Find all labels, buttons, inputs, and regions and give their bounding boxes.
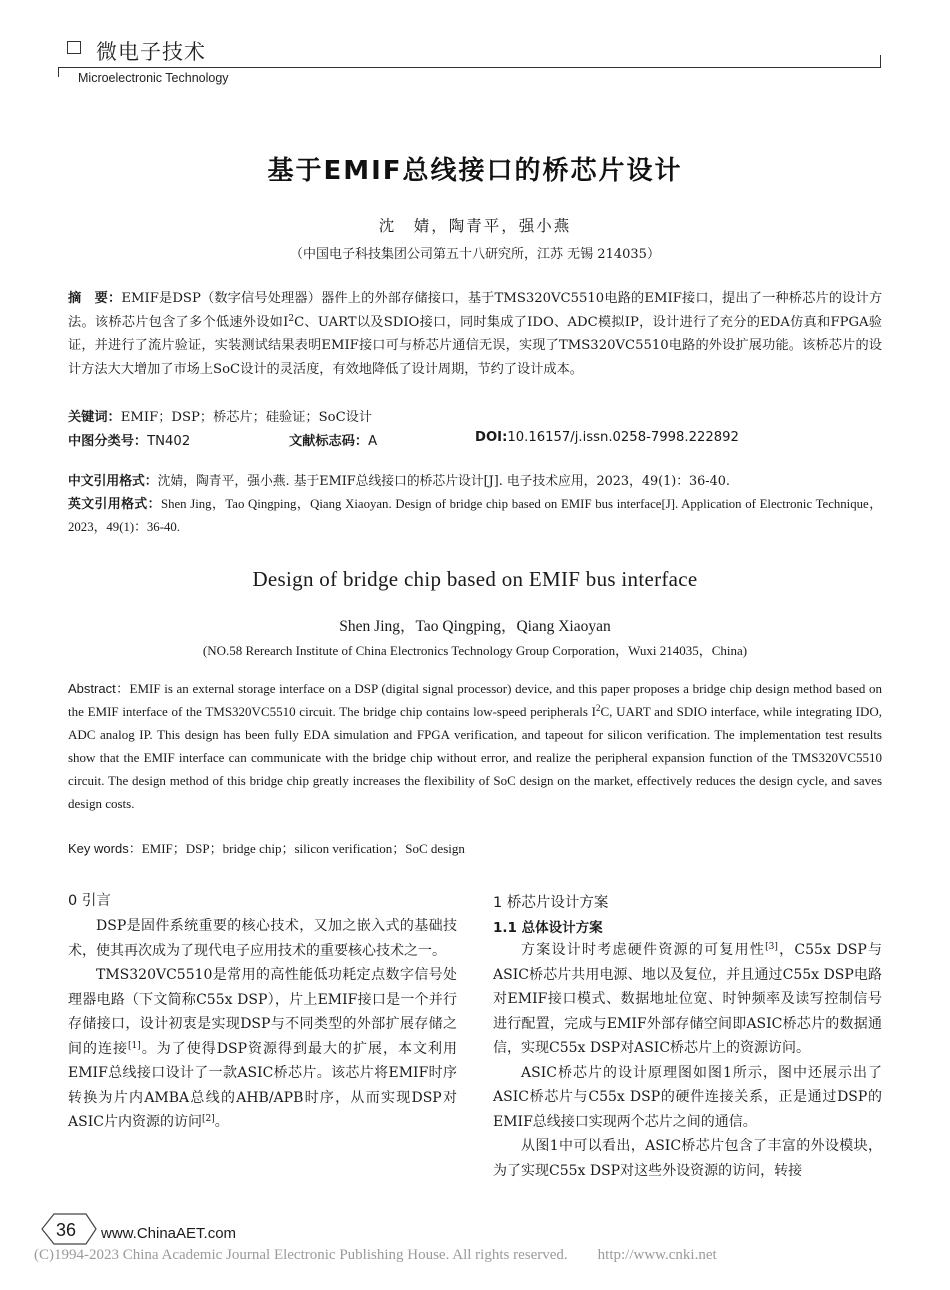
doi-row	[475, 430, 739, 445]
abstract-cn-text-1: EMIF是DSP（数字信号处理器）器件上的外部存储接口，基于TMS320VC5510电路的EMIF接口，提出了一种桥芯片的设计方法。该桥芯片包含了多个低速外设如I	[68, 291, 882, 330]
header-box-icon	[67, 41, 81, 54]
intro-p2-text-a: TMS320VC5510是常用的高性能低功耗定点数字信号处理器电路（下文简称C55x DSP），片上EMIF接口是一个并行存储接口，设计初衷是实现DSP与不同类型的外部扩展存储之间的连接	[68, 967, 457, 1057]
body-right-column	[493, 938, 882, 1183]
header-rule	[58, 67, 880, 68]
design-paragraph-1	[493, 938, 882, 1061]
authors-en: Shen Jing，Tao Qingping，Qiang Xiaoyan	[339, 618, 611, 635]
abstract-en-sup: 2	[596, 702, 601, 713]
doi-value: 10.16157/j.issn.0258-7998.222892	[507, 430, 739, 445]
abstract-cn-sup: 2	[288, 313, 295, 324]
design-p1-text-b: ，C55x DSP与ASIC桥芯片共用电源、地以及复位，并且通过C55x DSP电路对EMIF接口模式、数据地址位宽、时钟频率及读写控制信号进行配置，完成与EMIF外部存储空间即ASIC桥芯片的数据通信，实现C55x DSP对ASIC桥芯片上的资源访问。	[493, 942, 883, 1056]
citation-cn-label: 中文引用格式：	[68, 474, 158, 489]
intro-paragraph-1: DSP是固件系统重要的核心技术，又加之嵌入式的基础技术，使其再次成为了现代电子应用技术的重要核心技术之一。	[68, 918, 457, 959]
doc-code-label: 文献标志码：	[289, 434, 369, 449]
abstract-cn-label: 摘 要：	[68, 291, 122, 306]
doi-label: DOI:	[475, 430, 508, 445]
header-rule-left-tick	[58, 67, 59, 77]
copyright-line: (C)1994-2023 China Academic Journal Electronic Publishing House. All rights reserved. http://www.cnki.net	[34, 1247, 717, 1263]
authors-cn: 沈 婧，陶青平，强小燕	[378, 217, 572, 235]
abstract-cn-text-2: C、UART以及SDIO接口，同时集成了IDO、ADC模拟IP，设计进行了充分的EDA仿真和FPGA验证，并进行了流片验证，实装测试结果表明EMIF接口可与桥芯片通信无误，实现了TMS320VC5510电路的外设扩展功能。该桥芯片的设计方法大大增加了市场上SoC设计的灵活度，有效地降低了设计周期，节约了设计成本。	[68, 314, 882, 377]
abstract-en	[68, 678, 882, 815]
journal-section-en: Microelectronic Technology	[78, 71, 229, 85]
abstract-en-label: Abstract：	[68, 681, 130, 696]
section-1-title: 1 桥芯片设计方案	[493, 895, 609, 911]
intro-p2-text-c: 。	[214, 1114, 229, 1130]
citation-cn	[68, 470, 882, 493]
affiliation-en: (NO.58 Rerearch Institute of China Electronics Technology Group Corporation，Wuxi 214035，China)	[202, 643, 748, 658]
abstract-en-text-2: C, UART and SDIO interface, while integrating IDO, ADC analog IP. This design has been fully EDA simulation and FPGA verification, and tapeout for silicon verification. The implementation test results show that the EMIF interface can communicate with the bridge chip without error, and realize the peripheral expansion function of the TMS320VC5510 circuit. The design method of this bridge chip greatly increases the flexibility of SoC design on the market, effectively reduces the design cycle, and saves design costs.	[68, 703, 882, 811]
paper-title-en: Design of bridge chip based on EMIF bus interface	[252, 567, 698, 591]
citation-cn-text: 沈婧，陶青平，强小燕. 基于EMIF总线接口的桥芯片设计[J]. 电子技术应用，2023，49(1)：36-40.	[157, 474, 730, 489]
intro-p2-ref2: [2]	[201, 1114, 215, 1124]
paper-title-cn: 基于EMIF总线接口的桥芯片设计	[267, 156, 683, 186]
section-0-title: 0 引言	[68, 893, 111, 909]
citation-en-text: Shen Jing，Tao Qingping，Qiang Xiaoyan. Design of bridge chip based on EMIF bus interface[J]. Application of Electronic Technique，2023，49(1)：36-40.	[68, 497, 882, 534]
intro-p2-text-b: 。为了使得DSP资源得到最大的扩展，本文利用EMIF总线接口设计了一款ASIC桥芯片。该芯片将EMIF时序转换为片内AMBA总线的AHB/APB时序，从而实现DSP对ASIC片内资源的访问	[68, 1040, 458, 1130]
keywords-en-text: EMIF；DSP；bridge chip；silicon verification；SoC design	[141, 841, 465, 856]
intro-p2-ref1: [1]	[128, 1040, 141, 1051]
clc-value: TN402	[147, 434, 191, 449]
keywords-en-label: Key words：	[68, 841, 142, 856]
doc-code-value: A	[368, 434, 378, 449]
classification-row	[68, 430, 190, 449]
abstract-cn	[68, 287, 882, 381]
intro-paragraph-2	[68, 963, 457, 1135]
journal-section-cn: 微电子技术	[96, 40, 206, 64]
citation-en	[68, 493, 882, 539]
design-paragraph-2: ASIC桥芯片的设计原理图如图1所示，图中还展示出了ASIC桥芯片与C55x DSP的硬件连接关系，正是通过DSP的EMIF总线接口实现两个芯片之间的通信。	[493, 1064, 882, 1130]
citation-en-label: 英文引用格式：	[68, 497, 161, 512]
clc-label: 中图分类号：	[68, 434, 148, 449]
keywords-cn-text: EMIF；DSP；桥芯片；硅验证；SoC设计	[120, 410, 373, 425]
design-paragraph-3: 从图1中可以看出，ASIC桥芯片包含了丰富的外设模块，为了实现C55x DSP对这些外设资源的访问，转接	[493, 1138, 882, 1179]
design-p1-text-a: 方案设计时考虑硬件资源的可复用性	[521, 942, 766, 958]
keywords-cn-label: 关键词：	[68, 410, 121, 425]
design-p1-ref: [3]	[765, 942, 778, 952]
doc-code-row	[289, 430, 377, 449]
journal-website: www.ChinaAET.com	[101, 1225, 237, 1242]
abstract-en-text-1: EMIF is an external storage interface on a DSP (digital signal processor) device, and this paper proposes a bridge chip design method based on the EMIF interface of the TMS320VC5510 circuit. The bridge chip contains low-speed peripherals I	[68, 681, 883, 719]
body-left-column	[68, 914, 457, 1135]
keywords-cn	[68, 406, 882, 430]
keywords-en	[68, 838, 465, 857]
subsection-1-1-title: 1.1 总体设计方案	[493, 920, 603, 936]
header-rule-right-tick	[880, 55, 881, 68]
page-number: 36	[56, 1220, 77, 1240]
affiliation-cn: （中国电子科技集团公司第五十八研究所，江苏 无锡 214035）	[290, 247, 660, 262]
